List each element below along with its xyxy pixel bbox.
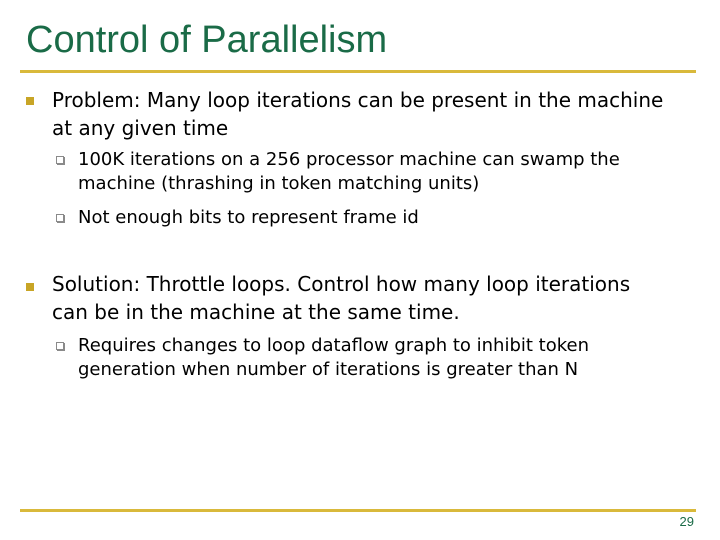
subbullet-box-icon: [56, 214, 64, 222]
page-number: 29: [679, 514, 694, 529]
subbullet-box-icon: [56, 342, 64, 350]
bullet-solution: Solution: Throttle loops. Control how many loop iterations can be in the machine at the same time.: [52, 272, 631, 324]
bullet-square-icon: [26, 283, 34, 291]
subbullet-frame-id: Not enough bits to represent frame id: [78, 207, 419, 228]
bullet-problem: Problem: Many loop iterations can be present in the machine at any given time: [52, 88, 664, 140]
subbullet-box-icon: [56, 156, 64, 164]
footer-divider: [20, 509, 696, 512]
title-divider: [20, 70, 696, 73]
slide-title: Control of Parallelism: [26, 19, 388, 61]
bullet-square-icon: [26, 97, 34, 105]
subbullet-iterations: 100K iterations on a 256 processor machine can swamp the machine (thrashing in token matching units): [78, 149, 620, 194]
subbullet-dataflow-graph: Requires changes to loop dataflow graph to inhibit token generation when number of iterations is greater than N: [78, 335, 589, 380]
